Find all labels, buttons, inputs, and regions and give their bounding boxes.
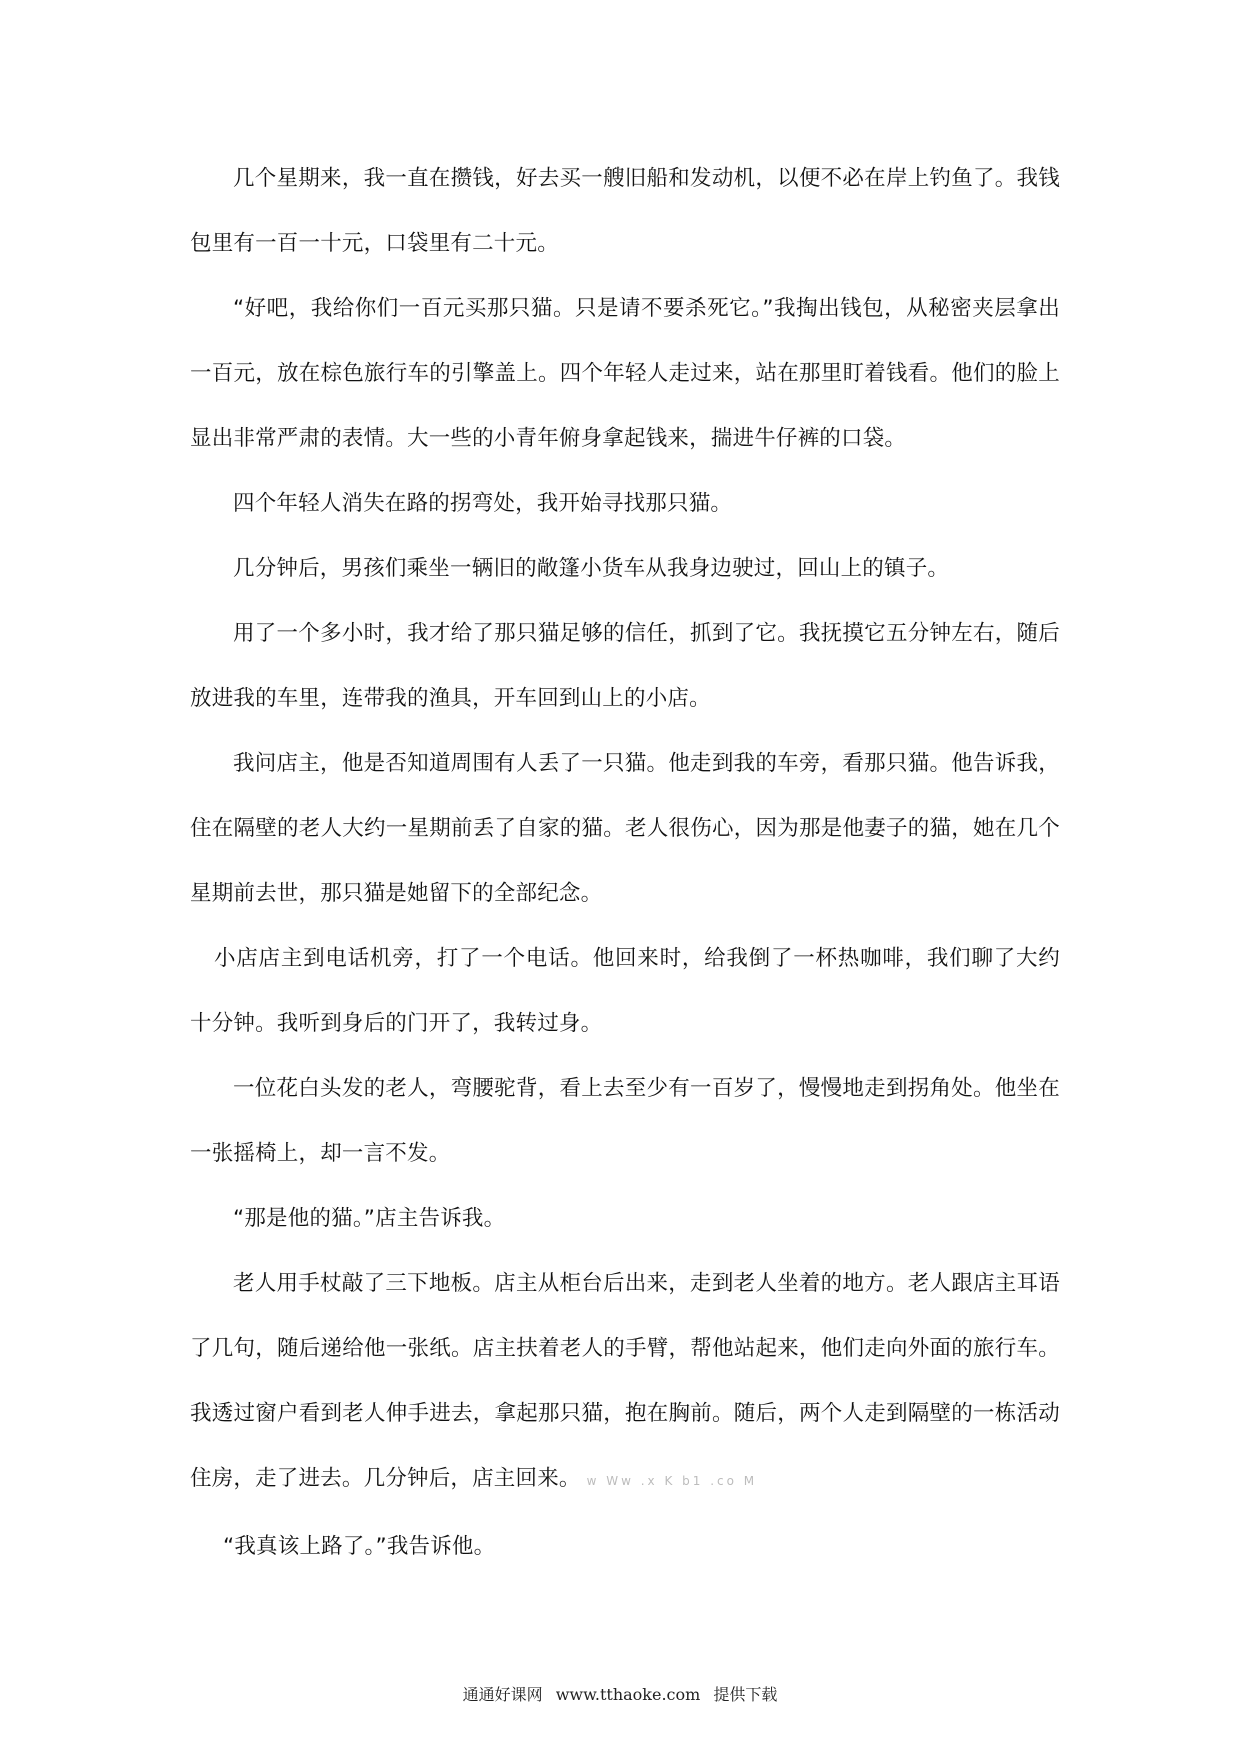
paragraph-5: 用了一个多小时，我才给了那只猫足够的信任，抓到了它。我抚摸它五分钟左右，随后放进我的车里，连带我的渔具，开车回到山上的小店。 [190,621,1060,711]
paragraph-10-text: 老人用手杖敲了三下地板。店主从柜台后出来，走到老人坐着的地方。老人跟店主耳语了几句，随后递给他一张纸。店主扶着老人的手臂，帮他站起来，他们走向外面的旅行车。我透过窗户看到老人伸手进去，拿起那只猫，抱在胸前。随后，两个人走到隔壁的一栋活动住房，走了进去。几分钟后，店主回来。 [190,1271,1060,1491]
article-body [190,146,1060,1579]
footer-url: www.tthaoke.com [555,1685,701,1704]
paragraph-3: 四个年轻人消失在路的拐弯处，我开始寻找那只猫。 [233,491,733,516]
paragraph-10 [190,1251,1060,1514]
watermark-text: w Ww .x K b1 .co M [586,1474,758,1488]
paragraph-8: 一位花白头发的老人，弯腰驼背，看上去至少有一百岁了，慢慢地走到拐角处。他坐在一张摇椅上，却一言不发。 [190,1076,1060,1166]
paragraph-2: “好吧，我给你们一百元买那只猫。只是请不要杀死它。”我掏出钱包，从秘密夹层拿出一百元，放在棕色旅行车的引擎盖上。四个年轻人走过来，站在那里盯着钱看。他们的脸上显出非常严肃的表情。大一些的小青年俯身拿起钱来，揣进牛仔裤的口袋。 [190,296,1060,451]
page-footer [0,1682,1240,1705]
footer-suffix: 提供下载 [713,1685,778,1704]
paragraph-4: 几分钟后，男孩们乘坐一辆旧的敞篷小货车从我身边驶过，回山上的镇子。 [233,556,950,581]
paragraph-9: “那是他的猫。”店主告诉我。 [233,1206,506,1231]
paragraph-11: “我真该上路了。”我告诉他。 [223,1534,496,1559]
paragraph-7: 小店店主到电话机旁，打了一个电话。他回来时，给我倒了一杯热咖啡，我们聊了大约十分钟。我听到身后的门开了，我转过身。 [190,946,1060,1036]
paragraph-1: 几个星期来，我一直在攒钱，好去买一艘旧船和发动机，以便不必在岸上钓鱼了。我钱包里有一百一十元，口袋里有二十元。 [190,166,1060,256]
footer-site-name: 通通好课网 [462,1685,543,1704]
paragraph-6: 我问店主，他是否知道周围有人丢了一只猫。他走到我的车旁，看那只猫。他告诉我，住在隔壁的老人大约一星期前丢了自家的猫。老人很伤心，因为那是他妻子的猫，她在几个星期前去世，那只猫是她留下的全部纪念。 [190,751,1060,906]
